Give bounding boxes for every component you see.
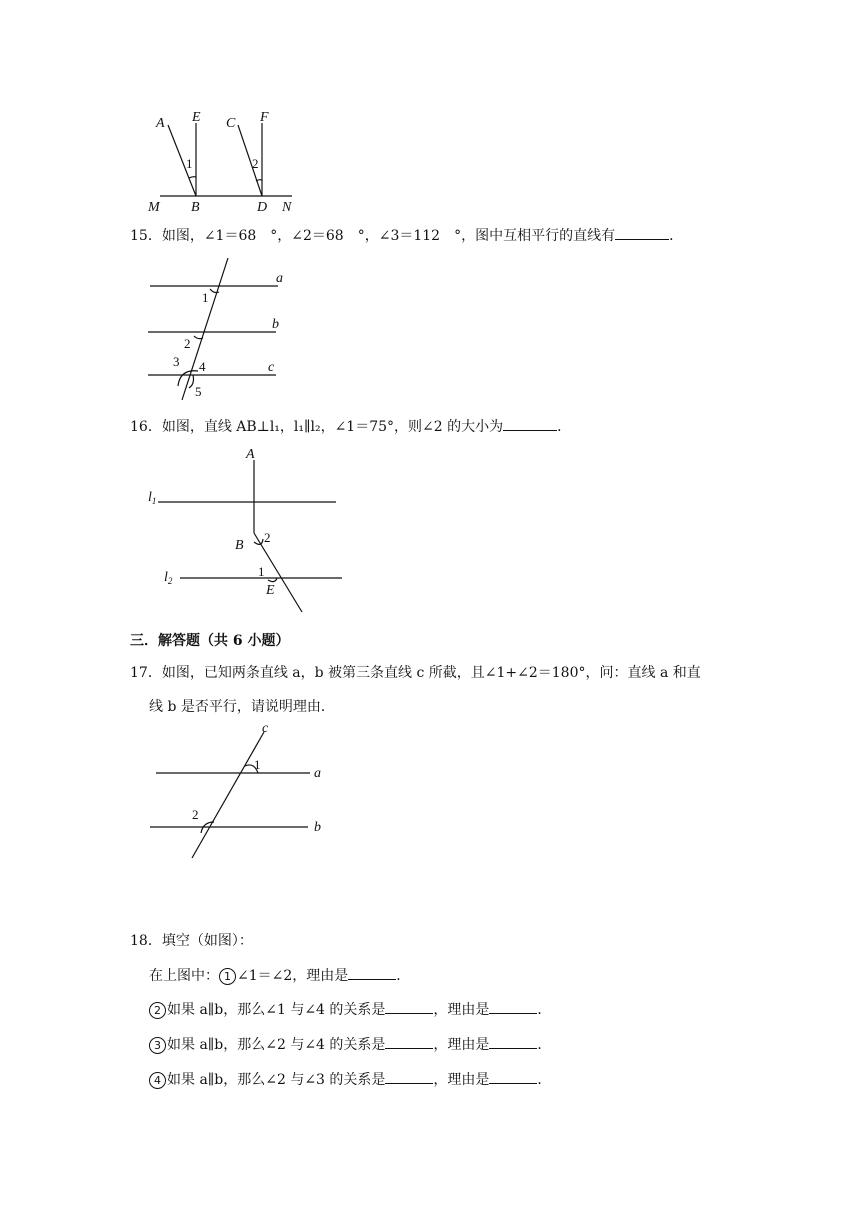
label-B: B	[191, 200, 200, 215]
angle-2-label: 2	[184, 336, 191, 351]
label-E: E	[266, 583, 275, 598]
figure-17	[140, 718, 340, 863]
figure-15	[140, 254, 300, 404]
line-b-label: b	[272, 317, 279, 332]
question-15-text: 15．如图，∠1＝68 °，∠2＝68 °，∠3＝112 °，图中互相平行的直线有 ．	[130, 228, 684, 244]
answer-blank-18-3a[interactable]	[385, 1048, 433, 1049]
angle-3-label: 3	[173, 354, 180, 369]
section-3-heading: 三．解答题（共 6 小题）	[130, 633, 290, 649]
label-D: D	[257, 200, 268, 215]
question-18-item-3: 3 如果 a∥b，那么∠2 与∠4 的关系是 ，理由是 ．	[149, 1036, 551, 1054]
label-N: N	[282, 200, 292, 215]
line-b-label: b	[314, 820, 321, 835]
answer-blank-18-1[interactable]	[348, 979, 396, 980]
question-18-item-2: 2 如果 a∥b，那么∠1 与∠4 的关系是 ，理由是 ．	[149, 1001, 551, 1019]
line-a-label: a	[314, 766, 321, 781]
angle-1-label: 1	[186, 156, 193, 171]
answer-blank-16[interactable]	[503, 430, 557, 431]
answer-blank-18-4a[interactable]	[385, 1083, 433, 1084]
label-B: B	[235, 538, 244, 553]
circled-number-1: 1	[219, 968, 236, 985]
label-C: C	[226, 116, 236, 131]
label-A: A	[156, 116, 165, 131]
question-18-item-1: 在上图中： 1 ∠1＝∠2，理由是 ．	[149, 968, 411, 984]
angle-4-label: 4	[199, 359, 206, 374]
angle-1-label: 1	[254, 757, 261, 772]
label-E: E	[192, 110, 201, 125]
label-A: A	[246, 447, 255, 462]
label-M: M	[148, 200, 160, 215]
figure-14	[140, 105, 310, 215]
answer-blank-18-2b[interactable]	[489, 1013, 537, 1014]
figure-16	[130, 440, 360, 620]
angle-5-label: 5	[195, 384, 202, 399]
angle-2-label: 2	[192, 807, 199, 822]
question-17-line2: 线 b 是否平行，请说明理由．	[149, 699, 335, 715]
circled-number-3: 3	[149, 1037, 166, 1054]
question-18-item-4: 4 如果 a∥b，那么∠2 与∠3 的关系是 ，理由是 ．	[149, 1071, 551, 1089]
question-18-title: 18．填空（如图）：	[130, 933, 253, 949]
angle-1-label: 1	[258, 564, 265, 579]
label-F: F	[260, 110, 269, 125]
answer-blank-15[interactable]	[615, 239, 669, 240]
answer-blank-18-2a[interactable]	[385, 1013, 433, 1014]
line-a-label: a	[276, 271, 283, 286]
line-l2-label: $l_2$	[164, 570, 173, 586]
question-17-line1: 17．如图，已知两条直线 a，b 被第三条直线 c 所截，且∠1+∠2＝180°，问：直线 a 和直	[130, 665, 701, 681]
line-c-label: c	[268, 360, 275, 375]
answer-blank-18-4b[interactable]	[489, 1083, 537, 1084]
circled-number-2: 2	[149, 1002, 166, 1019]
angle-1-label: 1	[202, 290, 209, 305]
angle-2-label: 2	[252, 156, 259, 171]
angle-2-label: 2	[264, 530, 271, 545]
question-16-text: 16．如图，直线 AB⊥l₁，l₁∥l₂，∠1＝75°，则∠2 的大小为 ．	[130, 419, 572, 435]
line-c-label: c	[262, 721, 269, 736]
circled-number-4: 4	[149, 1072, 166, 1089]
answer-blank-18-3b[interactable]	[489, 1048, 537, 1049]
line-l1-label: $l_1$	[148, 490, 157, 506]
